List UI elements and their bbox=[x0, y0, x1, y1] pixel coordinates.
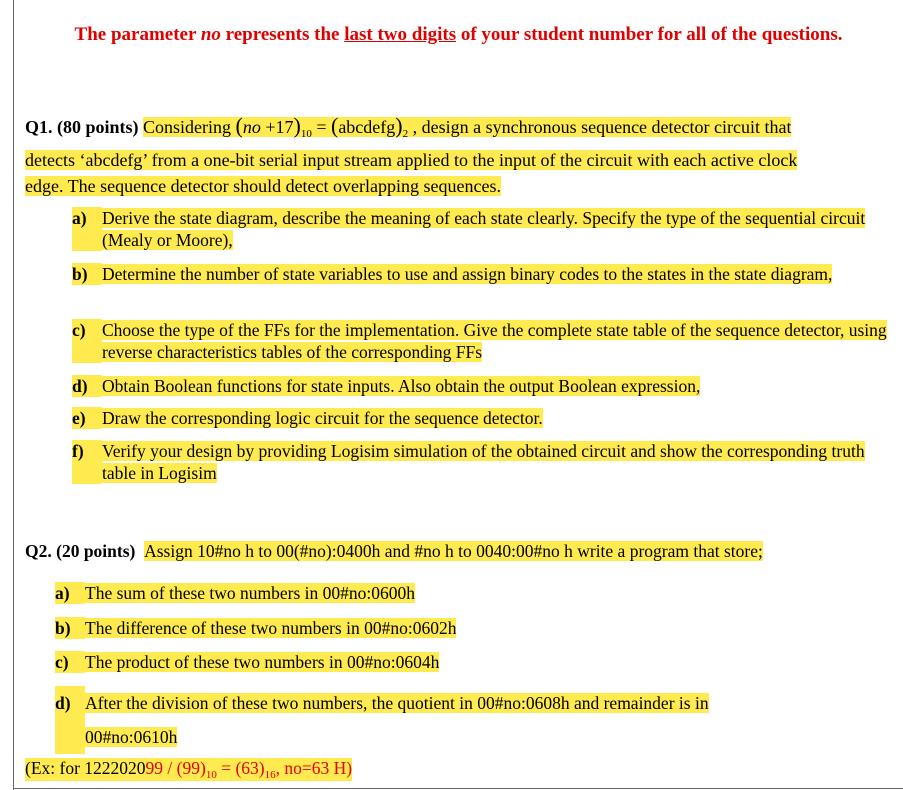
item-text: The sum of these two numbers in 00#no:0600h bbox=[85, 583, 416, 603]
q1-paragraph bbox=[25, 113, 890, 199]
item-text: The product of these two numbers in 00#no:0604h bbox=[85, 652, 440, 672]
q1-expr-seq: abcdefg bbox=[338, 117, 396, 137]
q1-line3: edge. The sequence detector should detect overlapping sequences. bbox=[25, 176, 501, 196]
example-red-digits: 99 bbox=[145, 758, 164, 778]
example-sub10: 10 bbox=[205, 769, 217, 781]
example-prefix: (Ex: for 1222020 bbox=[25, 758, 146, 778]
q1-text: , design a synchronous sequence detector circuit that bbox=[408, 117, 792, 137]
q1-expr-var: no bbox=[242, 117, 261, 137]
item-text: Determine the number of state variables to use and assign binary codes to the states in the state diagram, bbox=[102, 264, 833, 284]
banner-text: of your student number for all of the questions. bbox=[456, 24, 843, 45]
example-mid: / (99) bbox=[163, 758, 206, 778]
example-sub16: 16 bbox=[264, 769, 276, 781]
q1-item-c bbox=[72, 319, 890, 363]
item-label: e) bbox=[72, 407, 102, 429]
q2-item-d bbox=[55, 686, 835, 754]
q1-line2: detects ‘abcdefg’ from a one-bit serial input stream applied to the input of the circuit with each active clock bbox=[25, 150, 798, 170]
banner-param: no bbox=[200, 24, 221, 45]
item-text-continued: 00#no:0610h bbox=[85, 727, 178, 747]
q2-item-b bbox=[55, 617, 835, 639]
item-text: The difference of these two numbers in 00#no:0602h bbox=[85, 618, 457, 638]
item-text: Obtain Boolean functions for state inputs. Also obtain the output Boolean expression, bbox=[102, 376, 701, 396]
q1-item-d bbox=[72, 375, 890, 397]
q1-item-b bbox=[72, 263, 890, 285]
q1-highlight: Considering $(no +17)_{10}$ = $(abcdefg)_2$ , design a synchronous sequence detector circuit that bbox=[143, 113, 792, 140]
q1-expr-base10: 10 bbox=[300, 128, 312, 140]
item-text: After the division of these two numbers, the quotient in 00#no:0608h and remainder is in bbox=[85, 693, 709, 713]
bottom-rule bbox=[13, 788, 903, 789]
item-label: d) bbox=[72, 375, 102, 397]
q1-heading: Q1. (80 points) bbox=[25, 117, 139, 137]
q2-example bbox=[25, 758, 352, 781]
item-label: d) bbox=[55, 686, 85, 754]
q1-item-e bbox=[72, 407, 890, 429]
example-eq: = (63) bbox=[216, 758, 265, 778]
item-text: Choose the type of the FFs for the implementation. Give the complete state table of the sequence detector, using reverse characteristics tables of the corresponding FFs bbox=[102, 320, 887, 362]
item-label: f) bbox=[72, 440, 102, 484]
item-label: a) bbox=[55, 582, 85, 604]
q2-text: Assign 10#no h to 00(#no):0400h and #no h to 0040:00#no h write a program that store; bbox=[144, 541, 763, 561]
q2-paragraph bbox=[25, 538, 890, 564]
q1-expr-eq: = bbox=[311, 117, 331, 137]
q1-item-f bbox=[72, 440, 890, 484]
q1-expr-base2: 2 bbox=[402, 128, 409, 140]
q1-expr-plus: +17 bbox=[260, 117, 294, 137]
item-text: Draw the corresponding logic circuit for the sequence detector. bbox=[102, 408, 543, 428]
example-suffix: , no=63 H) bbox=[275, 758, 353, 778]
q1-item-a bbox=[72, 207, 890, 251]
item-text: Verify your design by providing Logisim simulation of the obtained circuit and show the corresponding truth table in Logisim bbox=[102, 441, 865, 483]
item-text: Derive the state diagram, describe the meaning of each state clearly. Specify the type of the sequential circuit (Mealy or Moore), bbox=[102, 208, 866, 250]
banner-text: The parameter bbox=[74, 24, 201, 45]
left-margin-rule bbox=[13, 0, 14, 790]
q2-item-a bbox=[55, 582, 835, 604]
item-label: c) bbox=[55, 651, 85, 673]
banner-text: represents the bbox=[220, 24, 345, 45]
item-label: c) bbox=[72, 319, 102, 363]
q1-text: Considering bbox=[143, 117, 236, 137]
instruction-banner bbox=[14, 24, 903, 46]
item-label: b) bbox=[55, 617, 85, 639]
item-label: b) bbox=[72, 263, 102, 285]
q2-item-c bbox=[55, 651, 835, 673]
banner-underlined: last two digits bbox=[344, 24, 457, 45]
q2-heading: Q2. (20 points) bbox=[25, 541, 136, 561]
item-label: a) bbox=[72, 207, 102, 251]
